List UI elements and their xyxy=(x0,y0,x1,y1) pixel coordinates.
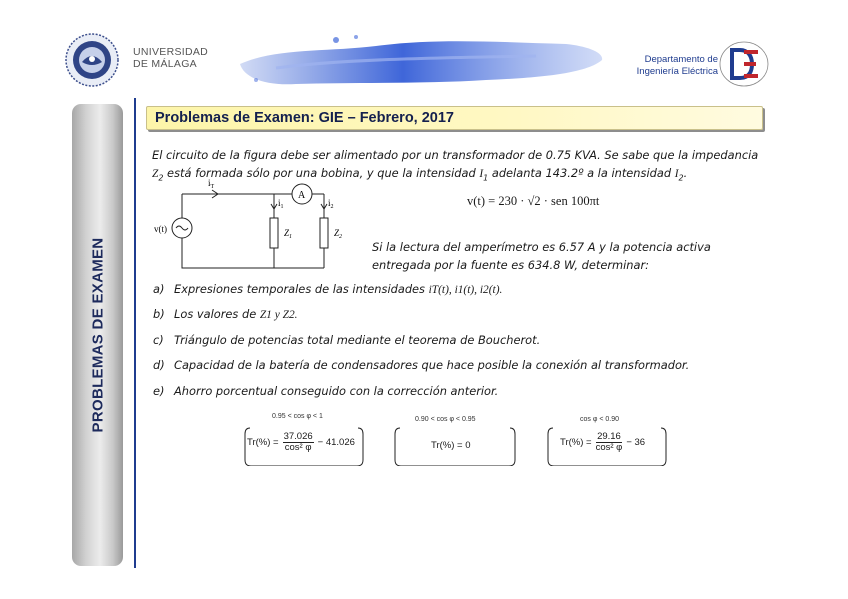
department-name-line-1: Departamento de xyxy=(644,54,718,65)
question-c xyxy=(153,333,540,347)
question-letter: b) xyxy=(153,307,165,321)
tariff-lhs: Tr(%) = xyxy=(247,437,279,448)
tariff-formula-1 xyxy=(247,432,355,453)
i1-symbol: I xyxy=(479,168,484,180)
university-seal-logo xyxy=(64,32,120,88)
circuit-diagram xyxy=(152,176,357,276)
givens-line-2: entregada por la fuente es 634.8 W, determinar: xyxy=(372,258,649,272)
question-letter: a) xyxy=(153,282,165,296)
question-letter: d) xyxy=(153,358,165,372)
tariff-denominator: cos² φ xyxy=(595,442,623,453)
tariff-condition-3: cos φ < 0.90 xyxy=(580,416,619,423)
question-text: Los valores de xyxy=(174,307,260,321)
university-name xyxy=(133,46,208,70)
z1-label: $Z_1$ xyxy=(284,228,293,240)
tariff-denominator: cos² φ xyxy=(284,442,312,453)
tariff-condition-2: 0.90 < cos φ < 0.95 xyxy=(415,416,476,423)
i1-subscript: 1 xyxy=(483,173,489,183)
i2-subscript: 2 xyxy=(678,173,684,183)
tariff-box-3 xyxy=(547,426,667,460)
intro-text-part-1: está formada sólo por una bobina, y que la intensidad xyxy=(163,166,480,180)
question-text: Expresiones temporales de las intensidades xyxy=(174,282,429,296)
vertical-divider xyxy=(134,98,136,568)
intro-text-part-2: adelanta 143.2º a la intensidad xyxy=(488,166,675,180)
tariff-lhs: Tr(%) = xyxy=(560,437,592,448)
question-text: Triángulo de potencias total mediante el teorema de Boucherot. xyxy=(174,333,541,347)
z2-symbol: Z xyxy=(152,168,159,180)
tariff-fraction xyxy=(283,432,314,453)
tariff-lhs: Tr(%) = 0 xyxy=(431,440,471,451)
department-logo xyxy=(718,40,770,88)
tariff-box-2 xyxy=(394,426,516,460)
tariff-numerator: 29.16 xyxy=(597,431,621,442)
intro-line-1: El circuito de la figura debe ser alimentado por un transformador de 0.75 KVA. Se sabe que la impedancia xyxy=(152,148,759,162)
question-e xyxy=(153,384,498,398)
z2-label: $Z_2$ xyxy=(334,228,343,240)
tariff-numerator: 37.026 xyxy=(283,431,313,442)
department-name-line-2: Ingeniería Eléctrica xyxy=(636,66,718,77)
question-math: Z1 y Z2. xyxy=(259,309,298,321)
question-math: iT(t), i1(t), i2(t). xyxy=(428,284,503,296)
question-text: Ahorro porcentual conseguido con la corrección anterior. xyxy=(174,384,499,398)
i1-label: $i_1$ xyxy=(278,198,284,210)
ammeter-label: A xyxy=(298,190,306,201)
source-label: v(t) xyxy=(154,224,167,234)
givens-line-1: Si la lectura del amperímetro es 6.57 A y la potencia activa xyxy=(372,240,711,254)
university-name-line-2: DE MÁLAGA xyxy=(133,58,197,70)
tariff-constant: − 41.026 xyxy=(317,437,355,448)
tariff-formula-3 xyxy=(560,432,645,453)
tariff-condition-1: 0.95 < cos φ < 1 xyxy=(272,413,323,420)
iT-label: $i_T$ xyxy=(208,178,215,190)
tariff-constant: − 36 xyxy=(626,437,646,448)
intro-text-end: . xyxy=(683,166,688,180)
question-b xyxy=(153,307,298,321)
voltage-formula: v(t) = 230 · √2 · sen 100πt xyxy=(467,194,600,208)
question-text: Capacidad de la batería de condensadores que hace posible la conexión al transformador. xyxy=(174,358,690,372)
question-letter: e) xyxy=(153,384,165,398)
tariff-fraction xyxy=(596,432,623,453)
question-letter: c) xyxy=(153,333,164,347)
z2-subscript: 2 xyxy=(158,173,164,183)
department-name xyxy=(637,54,718,78)
header-decoration xyxy=(236,34,608,92)
university-name-line-1: UNIVERSIDAD xyxy=(133,46,209,58)
side-tab-label: PROBLEMAS DE EXAMEN xyxy=(89,237,107,433)
i2-symbol: I xyxy=(674,168,679,180)
question-a xyxy=(153,282,502,296)
tariff-box-1 xyxy=(244,426,364,460)
page-title: Problemas de Examen: GIE – Febrero, 2017 xyxy=(155,110,454,126)
i2-label: $i_2$ xyxy=(328,198,334,210)
question-d xyxy=(153,358,689,372)
tariff-formula-2 xyxy=(431,440,471,451)
